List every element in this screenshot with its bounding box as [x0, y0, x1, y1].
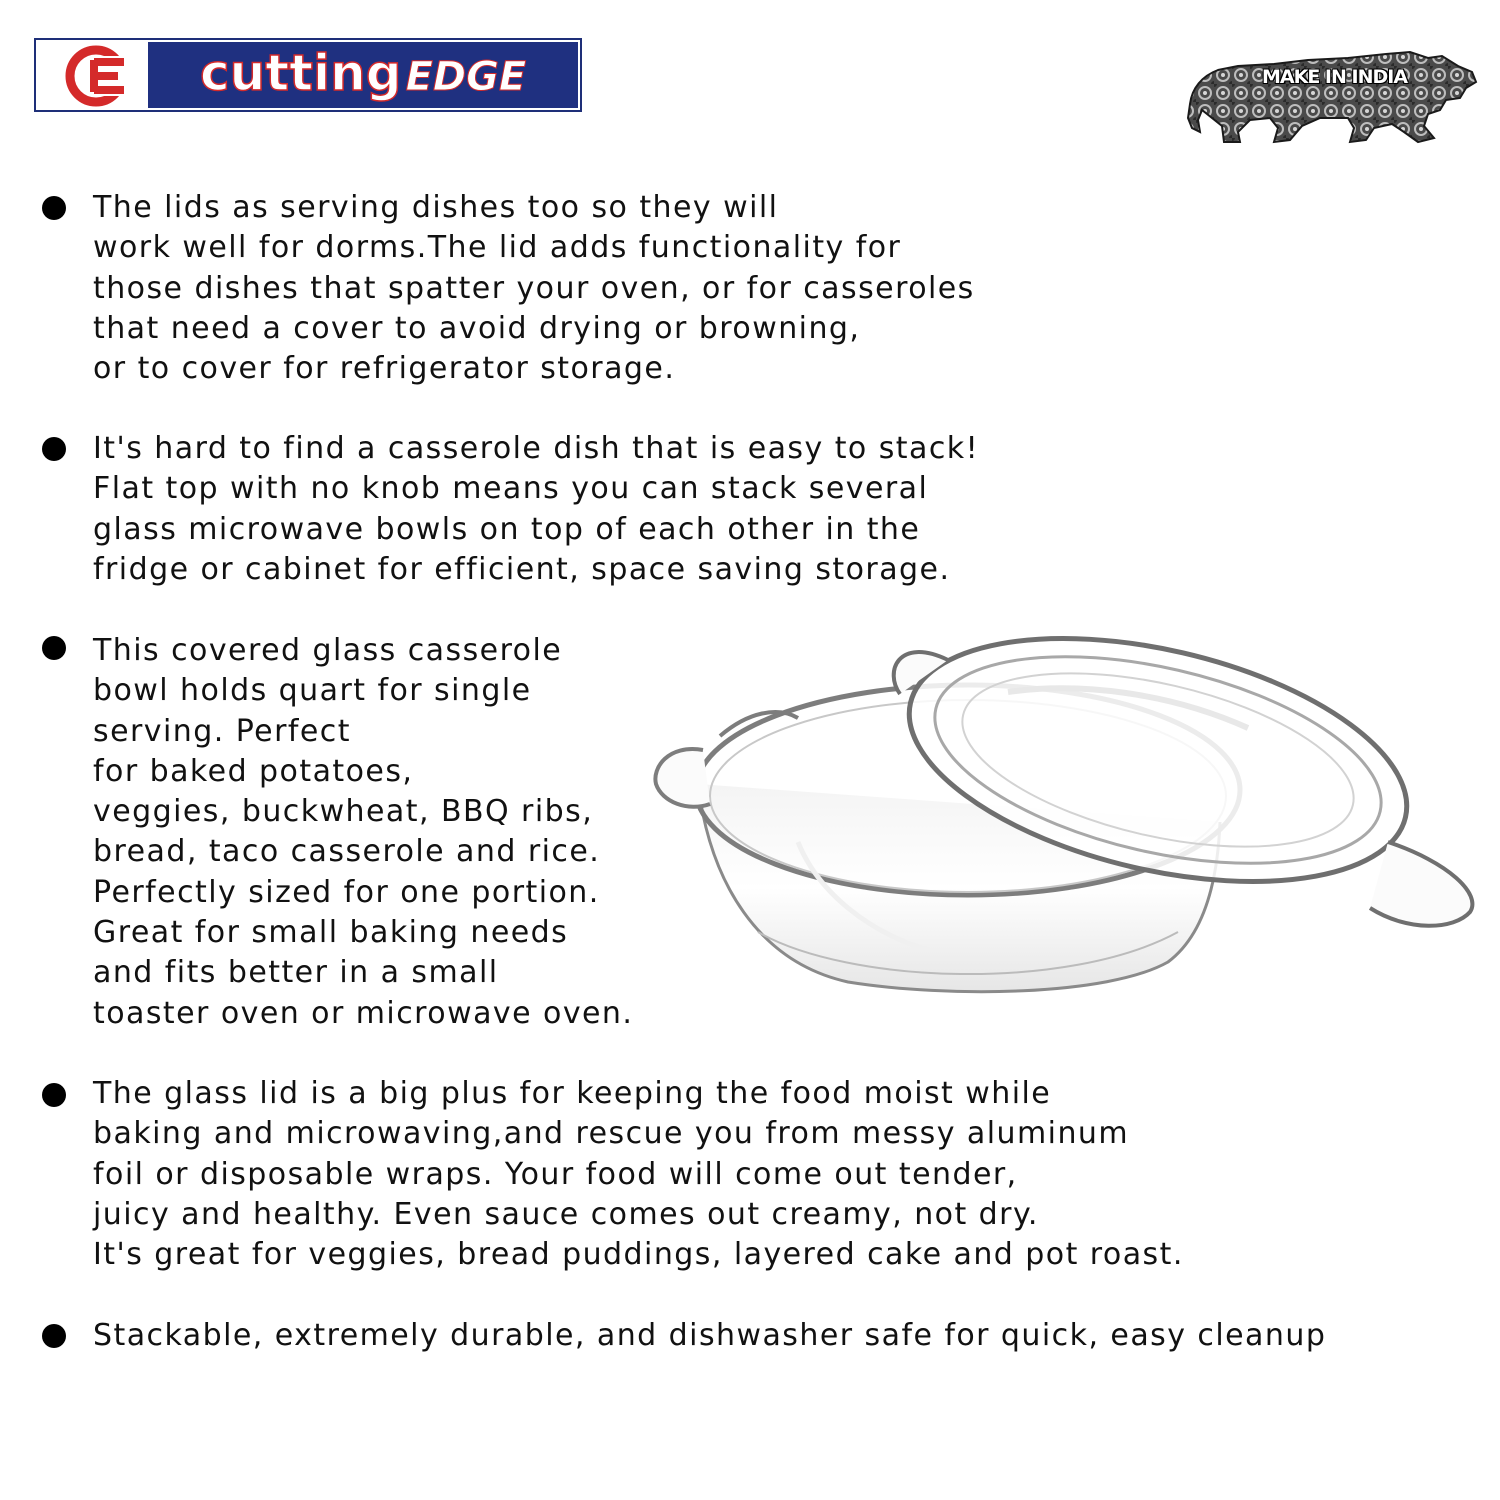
text-line: It's hard to find a casserole dish that is easy to stack! [93, 431, 980, 466]
text-line: veggies, buckwheat, BBQ ribs, [93, 794, 594, 830]
text-line: or to cover for refrigerator storage. [93, 351, 676, 387]
text-line: Stackable, extremely durable, and dishwasher safe for quick, easy cleanup [93, 1318, 1327, 1353]
bullet-dot [42, 636, 66, 660]
feature-paragraph-5 [93, 1316, 1326, 1356]
brand-name [200, 42, 526, 108]
brand-logo [34, 38, 582, 112]
text-line: Perfectly sized for one portion. [93, 874, 600, 910]
bullet-dot [42, 1083, 66, 1107]
text-line: toaster oven or microwave oven. [93, 995, 634, 1031]
brand-emblem-icon [38, 42, 144, 108]
brand-name-main: cutting [200, 44, 402, 102]
bullet-dot [42, 437, 66, 461]
text-line: serving. Perfect [93, 713, 351, 749]
text-line: those dishes that spatter your oven, or for casseroles [93, 270, 975, 306]
text-line: work well for dorms.The lid adds functionality for [93, 230, 902, 266]
text-line: bread, taco casserole and rice. [93, 834, 601, 870]
text-line: for baked potatoes, [93, 753, 414, 789]
feature-paragraph-4 [93, 1074, 1184, 1275]
make-in-india-lion-icon [1178, 48, 1478, 146]
make-in-india-text: MAKE IN INDIA [1262, 66, 1408, 88]
brand-panel [148, 42, 578, 108]
text-line: Flat top with no knob means you can stack several [93, 471, 929, 507]
text-line: Great for small baking needs [93, 915, 569, 951]
text-line: glass microwave bowls on top of each other in the [93, 511, 921, 547]
bullet-dot [42, 196, 66, 220]
text-line: that need a cover to avoid drying or browning, [93, 310, 861, 346]
brand-name-accent: EDGE [405, 54, 527, 100]
feature-paragraph-2 [93, 429, 979, 590]
glass-casserole-dish-icon [648, 632, 1478, 1004]
text-line: The lids as serving dishes too so they will [93, 190, 779, 225]
feature-paragraph-3 [93, 631, 633, 1034]
text-line: This covered glass casserole [93, 633, 563, 668]
text-line: baking and microwaving,and rescue you from messy aluminum [93, 1116, 1130, 1152]
text-line: and fits better in a small [93, 955, 499, 991]
text-line: bowl holds quart for single [93, 673, 532, 709]
feature-paragraph-1 [93, 188, 975, 389]
text-line: foil or disposable wraps. Your food will come out tender, [93, 1156, 1018, 1192]
text-line: fridge or cabinet for efficient, space saving storage. [93, 551, 951, 587]
bullet-dot [42, 1324, 66, 1348]
text-line: The glass lid is a big plus for keeping the food moist while [93, 1076, 1052, 1111]
text-line: It's great for veggies, bread puddings, layered cake and pot roast. [93, 1237, 1184, 1273]
text-line: juicy and healthy. Even sauce comes out creamy, not dry. [93, 1196, 1039, 1232]
